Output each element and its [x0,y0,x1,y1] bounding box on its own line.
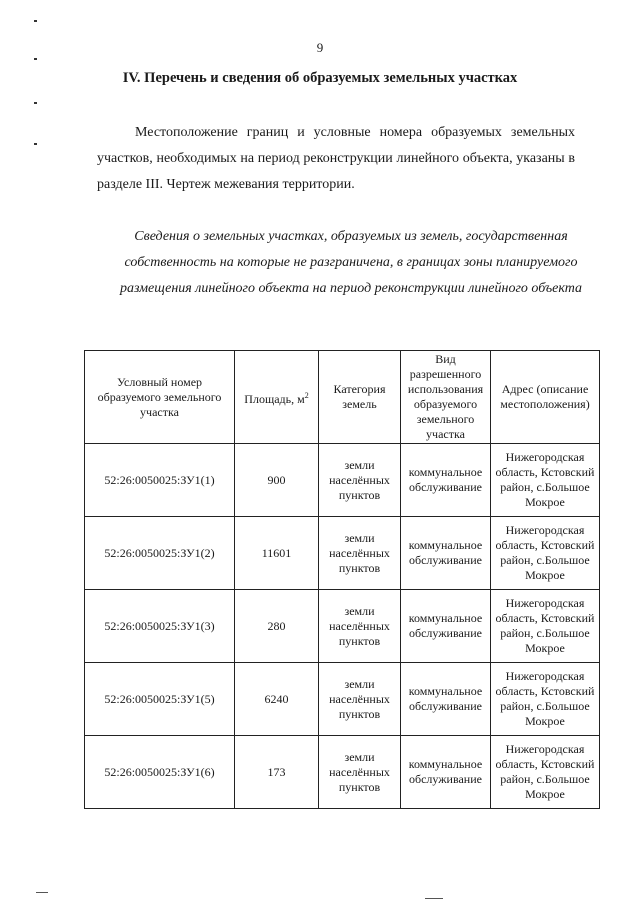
cell-use: коммунальное обслуживание [401,736,491,809]
table-caption: Сведения о земельных участках, образуемых из земель, государственная собственность на которые не разграничена, в границах зоны планируемого размещения линейного объекта на период реконструкции линейного объекта [119,229,583,296]
cell-number: 52:26:0050025:ЗУ1(3) [85,590,235,663]
cell-number: 52:26:0050025:ЗУ1(6) [85,736,235,809]
header-area-label: Площадь, м [244,391,305,406]
header-area [235,351,319,444]
cell-category: земли населённых пунктов [319,736,401,809]
header-number: Условный номер образуемого земельного участка [85,351,235,444]
cell-address: Нижегородская область, Кстовский район, с.Большое Мокрое [491,736,600,809]
table-row [85,590,600,663]
cell-area: 173 [235,736,319,809]
table-row [85,663,600,736]
table-row [85,736,600,809]
cell-address: Нижегородская область, Кстовский район, с.Большое Мокрое [491,663,600,736]
cell-area: 11601 [235,517,319,590]
cell-number: 52:26:0050025:ЗУ1(1) [85,444,235,517]
cell-category: земли населённых пунктов [319,663,401,736]
cell-use: коммунальное обслуживание [401,663,491,736]
cell-category: земли населённых пунктов [319,590,401,663]
cell-number: 52:26:0050025:ЗУ1(5) [85,663,235,736]
cell-use: коммунальное обслуживание [401,590,491,663]
cell-area: 6240 [235,663,319,736]
land-plots-table [84,350,600,809]
section-title: IV. Перечень и сведения об образуемых земельных участках [122,70,518,86]
cell-use: коммунальное обслуживание [401,444,491,517]
scan-mark [425,898,443,899]
scan-mark [36,892,48,893]
cell-area: 900 [235,444,319,517]
header-area-sup: 2 [304,390,309,400]
cell-address: Нижегородская область, Кстовский район, с.Большое Мокрое [491,444,600,517]
scan-mark [34,58,37,60]
scan-mark [34,143,37,145]
cell-address: Нижегородская область, Кстовский район, с.Большое Мокрое [491,590,600,663]
cell-area: 280 [235,590,319,663]
header-category: Категория земель [319,351,401,444]
page-number: 9 [316,40,324,55]
cell-use: коммунальное обслуживание [401,517,491,590]
intro-paragraph: Местоположение границ и условные номера образуемых земельных участков, необходимых на период реконструкции линейного объекта, указаны в разделе III. Чертеж межевания территории. [97,125,575,192]
cell-number: 52:26:0050025:ЗУ1(2) [85,517,235,590]
cell-address: Нижегородская область, Кстовский район, с.Большое Мокрое [491,517,600,590]
table-row [85,517,600,590]
header-use: Вид разрешенного использования образуемого земельного участка [401,351,491,444]
table-header-row [85,351,600,444]
header-address: Адрес (описание местоположения) [491,351,600,444]
cell-category: земли населённых пунктов [319,444,401,517]
table-row [85,444,600,517]
cell-category: земли населённых пунктов [319,517,401,590]
scan-mark [34,102,37,104]
scan-mark [34,20,37,22]
